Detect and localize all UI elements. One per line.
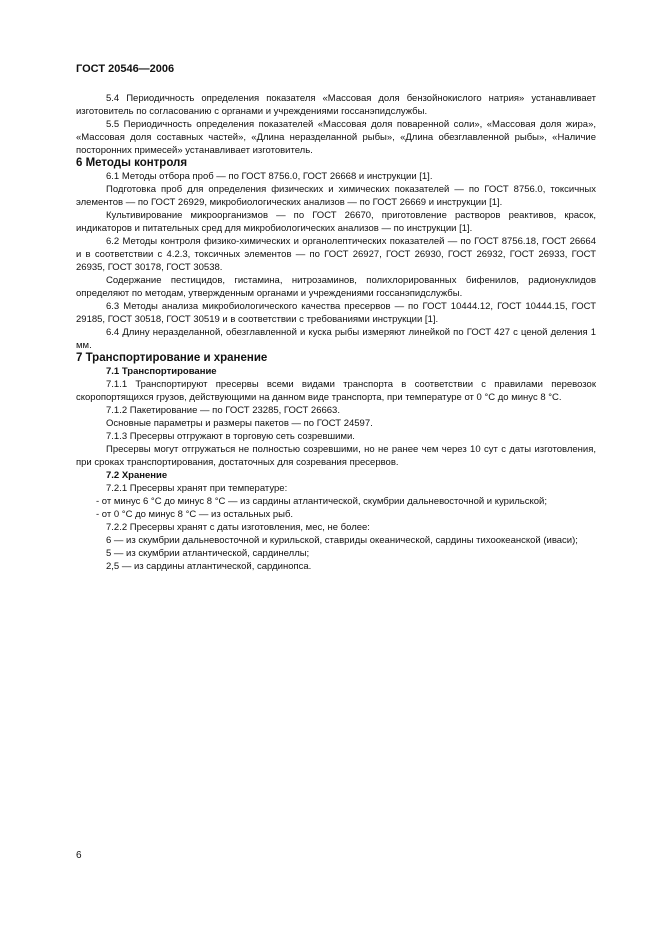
paragraph-6-3: 6.3 Методы анализа микробиологического качества пресервов — по ГОСТ 10444.12, ГОСТ 10444.15, ГОСТ 29185, ГОСТ 30518, ГОСТ 30519 и в соответствии с требованиями инструкции [1]. [76, 301, 596, 325]
section-6-heading: 6 Методы контроля [76, 157, 188, 169]
paragraph-packet-params: Основные параметры и размеры пакетов — по ГОСТ 24597. [106, 418, 373, 429]
page-number: 6 [76, 850, 82, 861]
document-body [76, 92, 596, 573]
paragraph-cultivation: Культивирование микроорганизмов — по ГОСТ 26670, приготовление растворов реактивов, красок, индикаторов и питательных сред для микробиологических анализов — по инструкции [1]. [76, 210, 596, 234]
section-7-heading: 7 Транспортирование и хранение [76, 352, 268, 364]
list-item-6-months: 6 — из скумбрии дальневосточной и курильской, ставриды океанической, сардины тихоокеанской (иваси); [106, 535, 578, 546]
paragraph-7-1-2: 7.1.2 Пакетирование — по ГОСТ 23285, ГОСТ 26663. [106, 405, 340, 416]
paragraph-pesticides: Содержание пестицидов, гистамина, нитрозаминов, полихлорированных бифенилов, радионуклидов определяют по методам, утвержденным органами и учреждениями госсанэпидслужбы. [76, 275, 596, 299]
paragraph-7-1-3: 7.1.3 Пресервы отгружают в торговую сеть созревшими. [106, 431, 355, 442]
paragraph-partial-ripe: Пресервы могут отгружаться не полностью созревшими, но не ранее чем через 10 сут с даты изготовления, при сроках транспортирования, достаточных для созревания пресервов. [76, 444, 596, 468]
paragraph-7-2-2: 7.2.2 Пресервы хранят с даты изготовления, мес, не более: [106, 522, 370, 533]
document-header: ГОСТ 20546—2006 [76, 63, 175, 75]
paragraph-7-1-1: 7.1.1 Транспортируют пресервы всеми видами транспорта в соответствии с правилами перевозок скоропортящихся грузов, действующими на данном виде транспорта, при температуре от 0 °С до минус 8 °С. [76, 379, 596, 403]
list-item-2-5-months: 2,5 — из сардины атлантической, сардинопса. [106, 561, 312, 572]
paragraph-6-4: 6.4 Длину неразделанной, обезглавленной и куска рыбы измеряют линейкой по ГОСТ 427 с ценой деления 1 мм. [76, 327, 596, 351]
paragraph-6-1: 6.1 Методы отбора проб — по ГОСТ 8756.0, ГОСТ 26668 и инструкции [1]. [106, 171, 433, 182]
paragraph-6-2: 6.2 Методы контроля физико-химических и органолептических показателей — по ГОСТ 8756.18, ГОСТ 26664 и в соответствии с 4.2.3, токсичных элементов — по ГОСТ 26927, ГОСТ 26930, ГОСТ 26932, ГОСТ 26933, ГОСТ 26935, ГОСТ 30178, ГОСТ 30538. [76, 236, 596, 273]
list-item-5-months: 5 — из скумбрии атлантической, сардинеллы; [106, 548, 310, 559]
paragraph-5-5: 5.5 Периодичность определения показателей «Массовая доля поваренной соли», «Массовая доля жира», «Массовая доля составных частей», «Длина неразделанной рыбы», «Длина обезглавленной рыбы», «Наличие посторонних примесей» устанавливает изготовитель. [76, 119, 596, 156]
list-item-temp-2: - от 0 °С до минус 8 °С — из остальных рыб. [96, 509, 294, 520]
subsection-7-1-heading: 7.1 Транспортирование [106, 366, 217, 377]
subsection-7-2-heading: 7.2 Хранение [106, 470, 168, 481]
list-item-temp-1: - от минус 6 °С до минус 8 °С — из сардины атлантической, скумбрии дальневосточной и курильской; [96, 496, 547, 507]
paragraph-5-4: 5.4 Периодичность определения показателя «Массовая доля бензойнокислого натрия» устанавливает изготовитель по согласованию с органами и учреждениями госсанэпидслужбы. [76, 93, 596, 117]
paragraph-7-2-1: 7.2.1 Пресервы хранят при температуре: [106, 483, 288, 494]
paragraph-sample-prep: Подготовка проб для определения физических и химических показателей — по ГОСТ 8756.0, токсичных элементов — по ГОСТ 26929, микробиологических анализов — по ГОСТ 26669 и инструкции [1]. [76, 184, 596, 208]
